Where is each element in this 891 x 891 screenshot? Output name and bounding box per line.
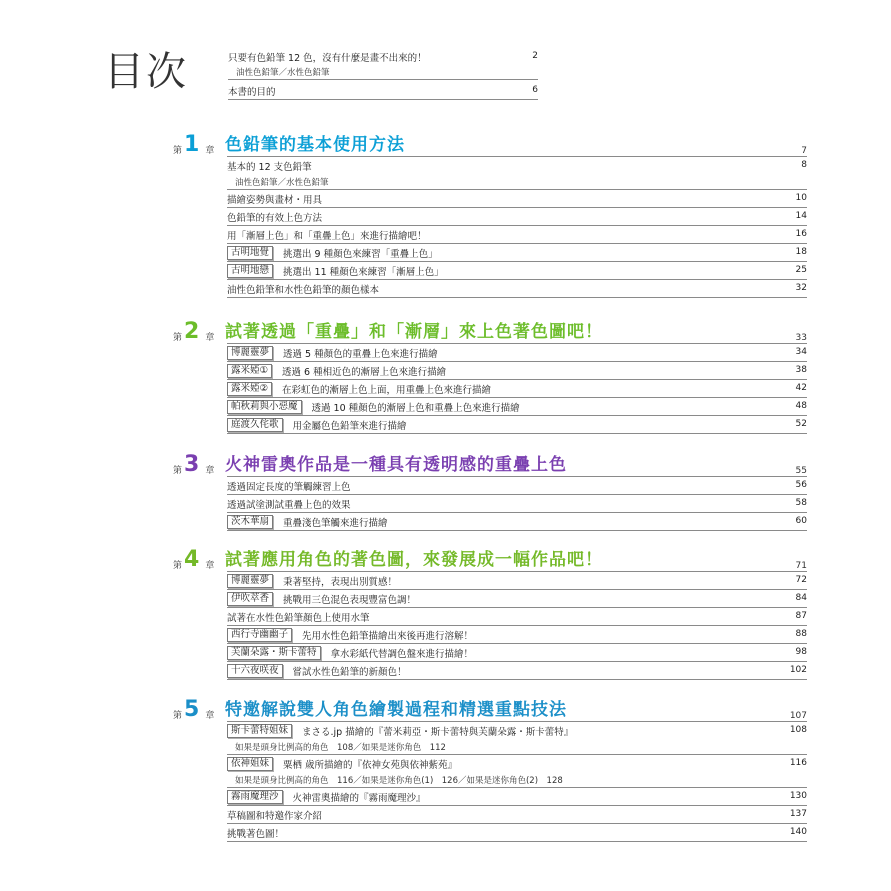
chapter-2 (173, 315, 807, 434)
chapter-number: 第 1 章 (173, 132, 215, 157)
toc-entry[interactable] (228, 82, 538, 100)
character-tag: 芙蘭朵露・斯卡蕾特 (227, 646, 321, 660)
chapter-heading[interactable] (173, 128, 807, 156)
entry-label: 試著在水性色鉛筆顏色上使用水筆 (227, 612, 370, 624)
toc-entry[interactable] (227, 226, 807, 244)
chapter-heading[interactable] (173, 448, 807, 476)
entry-page: 18 (795, 247, 807, 257)
entry-page: 130 (789, 791, 807, 801)
entry-label: 本書的目的 (228, 86, 276, 98)
toc-entry[interactable] (227, 722, 807, 739)
entry-label: 基本的 12 支色鉛筆 (227, 161, 312, 173)
entry-subline: 油性色鉛筆／水性色鉛筆 (227, 174, 807, 190)
entry-label: 挑選出 11 種顏色來練習「漸層上色」 (283, 266, 444, 278)
entry-label: 在彩虹色的漸層上色上面，用重疊上色來進行描繪 (282, 384, 492, 396)
chapter-entries (227, 343, 807, 434)
entry-label: 拿水彩紙代替調色盤來進行描繪！ (330, 648, 474, 660)
entry-page: 98 (795, 647, 807, 657)
entry-page: 58 (795, 498, 807, 508)
chapter-4 (173, 543, 807, 680)
toc-entry[interactable] (227, 157, 807, 174)
chapter-page: 71 (795, 561, 807, 571)
entry-label: 火神雷奧描繪的『霧雨魔理沙』 (292, 792, 426, 804)
entry-page: 16 (795, 229, 807, 239)
chapter-page: 7 (801, 146, 807, 156)
toc-entry[interactable] (227, 608, 807, 626)
entry-label: 色鉛筆的有效上色方法 (227, 212, 323, 224)
toc-entry[interactable] (227, 362, 807, 380)
chapter-page: 33 (795, 333, 807, 343)
chapter-title: 特邀解說雙人角色繪製過程和精選重點技法 (225, 700, 567, 720)
chapter-heading[interactable] (173, 543, 807, 571)
character-tag: 露米婭② (227, 382, 272, 396)
toc-entry[interactable] (227, 495, 807, 513)
entry-page: 116 (789, 758, 807, 768)
toc-entry[interactable] (227, 662, 807, 680)
chapter-heading[interactable] (173, 315, 807, 343)
character-tag: 帕秋莉與小惡魔 (227, 400, 302, 414)
entry-page: 10 (795, 193, 807, 203)
page-title: 目次 (104, 49, 188, 95)
character-tag: 露米婭① (227, 364, 272, 378)
entry-page: 14 (795, 211, 807, 221)
entry-label: 嘗試水性色鉛筆的新顏色！ (292, 666, 407, 678)
entry-page: 2 (532, 51, 538, 61)
intro-section (228, 48, 538, 100)
entry-label: 透過 6 種相近色的漸層上色來進行描繪 (282, 366, 447, 378)
chapter-entries (227, 571, 807, 680)
chapter-title: 試著透過「重疊」和「漸層」來上色著色圖吧！ (225, 322, 603, 342)
toc-entry[interactable] (227, 513, 807, 531)
entry-label: 油性色鉛筆和水性色鉛筆的顏色樣本 (227, 284, 380, 296)
toc-entry[interactable] (227, 208, 807, 226)
chapter-title: 色鉛筆的基本使用方法 (225, 135, 405, 155)
entry-label: 草稿圖和特邀作家介紹 (227, 810, 323, 822)
entry-page: 8 (801, 160, 807, 170)
character-tag: 斯卡蕾特姐妹 (227, 724, 292, 738)
chapter-1 (173, 128, 807, 298)
toc-entry[interactable] (228, 48, 538, 65)
toc-entry[interactable] (227, 644, 807, 662)
entry-page: 84 (795, 593, 807, 603)
entry-label: 透過 5 種顏色的重疊上色來進行描繪 (283, 348, 438, 360)
entry-page: 108 (789, 725, 807, 735)
entry-subline: 如果是頭身比例高的角色 108／如果是迷你角色 112 (227, 739, 807, 755)
character-tag: 古明地戀 (227, 264, 273, 278)
entry-page: 140 (789, 827, 807, 837)
toc-entry[interactable] (227, 572, 807, 590)
character-tag: 博麗靈夢 (227, 574, 273, 588)
entry-page: 60 (795, 516, 807, 526)
chapter-number: 第 5 章 (173, 697, 215, 722)
character-tag: 西行寺幽幽子 (227, 628, 292, 642)
chapter-entries (227, 721, 807, 842)
character-tag: 古明地覺 (227, 246, 273, 260)
entry-page: 52 (795, 419, 807, 429)
chapter-title: 試著應用角色的著色圖，來發展成一幅作品吧！ (225, 550, 603, 570)
entry-page: 25 (795, 265, 807, 275)
character-tag: 博麗靈夢 (227, 346, 273, 360)
toc-entry[interactable] (227, 262, 807, 280)
entry-page: 38 (795, 365, 807, 375)
character-tag: 霧雨魔理沙 (227, 790, 283, 804)
chapter-number: 第 2 章 (173, 319, 215, 344)
character-tag: 十六夜咲夜 (227, 664, 283, 678)
toc-entry[interactable] (227, 755, 807, 772)
entry-label: 粟栖 歲所描繪的『依神女苑與依神紫苑』 (283, 759, 458, 771)
toc-entry[interactable] (227, 380, 807, 398)
entry-label: 只要有色鉛筆 12 色，沒有什麼是畫不出來的！ (228, 52, 427, 64)
entry-label: 用「漸層上色」和「重疊上色」來進行描繪吧！ (227, 230, 427, 242)
chapter-page: 107 (789, 711, 807, 721)
entry-page: 88 (795, 629, 807, 639)
toc-entry[interactable] (227, 190, 807, 208)
toc-entry[interactable] (227, 344, 807, 362)
entry-label: まさる.jp 描繪的『蕾米莉亞・斯卡蕾特與芙蘭朵露・斯卡蕾特』 (302, 726, 574, 738)
character-tag: 庭渡久侘歌 (227, 418, 283, 432)
toc-entry[interactable] (227, 590, 807, 608)
toc-entry[interactable] (227, 477, 807, 495)
chapter-heading[interactable] (173, 693, 807, 721)
entry-page: 137 (789, 809, 807, 819)
toc-entry[interactable] (227, 280, 807, 298)
entry-label: 透過試塗測試重疊上色的效果 (227, 499, 351, 511)
entry-page: 48 (795, 401, 807, 411)
entry-page: 34 (795, 347, 807, 357)
toc-entry[interactable] (227, 398, 807, 416)
entry-page: 6 (532, 85, 538, 95)
entry-page: 56 (795, 480, 807, 490)
entry-label: 重疊淺色筆觸來進行描繪 (283, 517, 388, 529)
entry-label: 描繪姿勢與畫材・用具 (227, 194, 323, 206)
entry-page: 102 (789, 665, 807, 675)
entry-label: 秉著堅持，表現出別質感！ (283, 576, 398, 588)
chapter-number: 第 4 章 (173, 547, 215, 572)
toc-entry[interactable] (227, 416, 807, 434)
character-tag: 茨木華扇 (227, 515, 273, 529)
entry-label: 挑戰用三色混色表現豐富色調！ (283, 594, 417, 606)
toc-entry[interactable] (227, 806, 807, 824)
entry-subline: 如果是頭身比例高的角色 116／如果是迷你角色(1) 126／如果是迷你角色(2) 128 (227, 772, 807, 788)
chapter-page: 55 (795, 466, 807, 476)
toc-entry[interactable] (227, 788, 807, 806)
toc-entry[interactable] (227, 244, 807, 262)
entry-label: 先用水性色鉛筆描繪出來後再進行溶解！ (302, 630, 474, 642)
chapter-title: 火神雷奧作品是一種具有透明感的重疊上色 (225, 455, 567, 475)
entry-label: 挑戰著色圖！ (227, 828, 285, 840)
entry-page: 42 (795, 383, 807, 393)
entry-page: 32 (795, 283, 807, 293)
character-tag: 依神姐妹 (227, 757, 273, 771)
chapter-entries (227, 156, 807, 298)
entry-label: 透過 10 種顏色的漸層上色和重疊上色來進行描繪 (311, 402, 520, 414)
entry-page: 72 (795, 575, 807, 585)
toc-entry[interactable] (227, 824, 807, 842)
entry-label: 透過固定長度的筆觸練習上色 (227, 481, 351, 493)
chapter-5 (173, 693, 807, 842)
chapter-3 (173, 448, 807, 531)
toc-entry[interactable] (227, 626, 807, 644)
entry-subline: 油性色鉛筆／水性色鉛筆 (228, 65, 538, 80)
entry-label: 挑選出 9 種顏色來練習「重疊上色」 (283, 248, 438, 260)
chapter-number: 第 3 章 (173, 452, 215, 477)
character-tag: 伊吹萃香 (227, 592, 273, 606)
chapter-entries (227, 476, 807, 531)
entry-page: 87 (795, 611, 807, 621)
entry-label: 用金屬色色鉛筆來進行描繪 (292, 420, 407, 432)
